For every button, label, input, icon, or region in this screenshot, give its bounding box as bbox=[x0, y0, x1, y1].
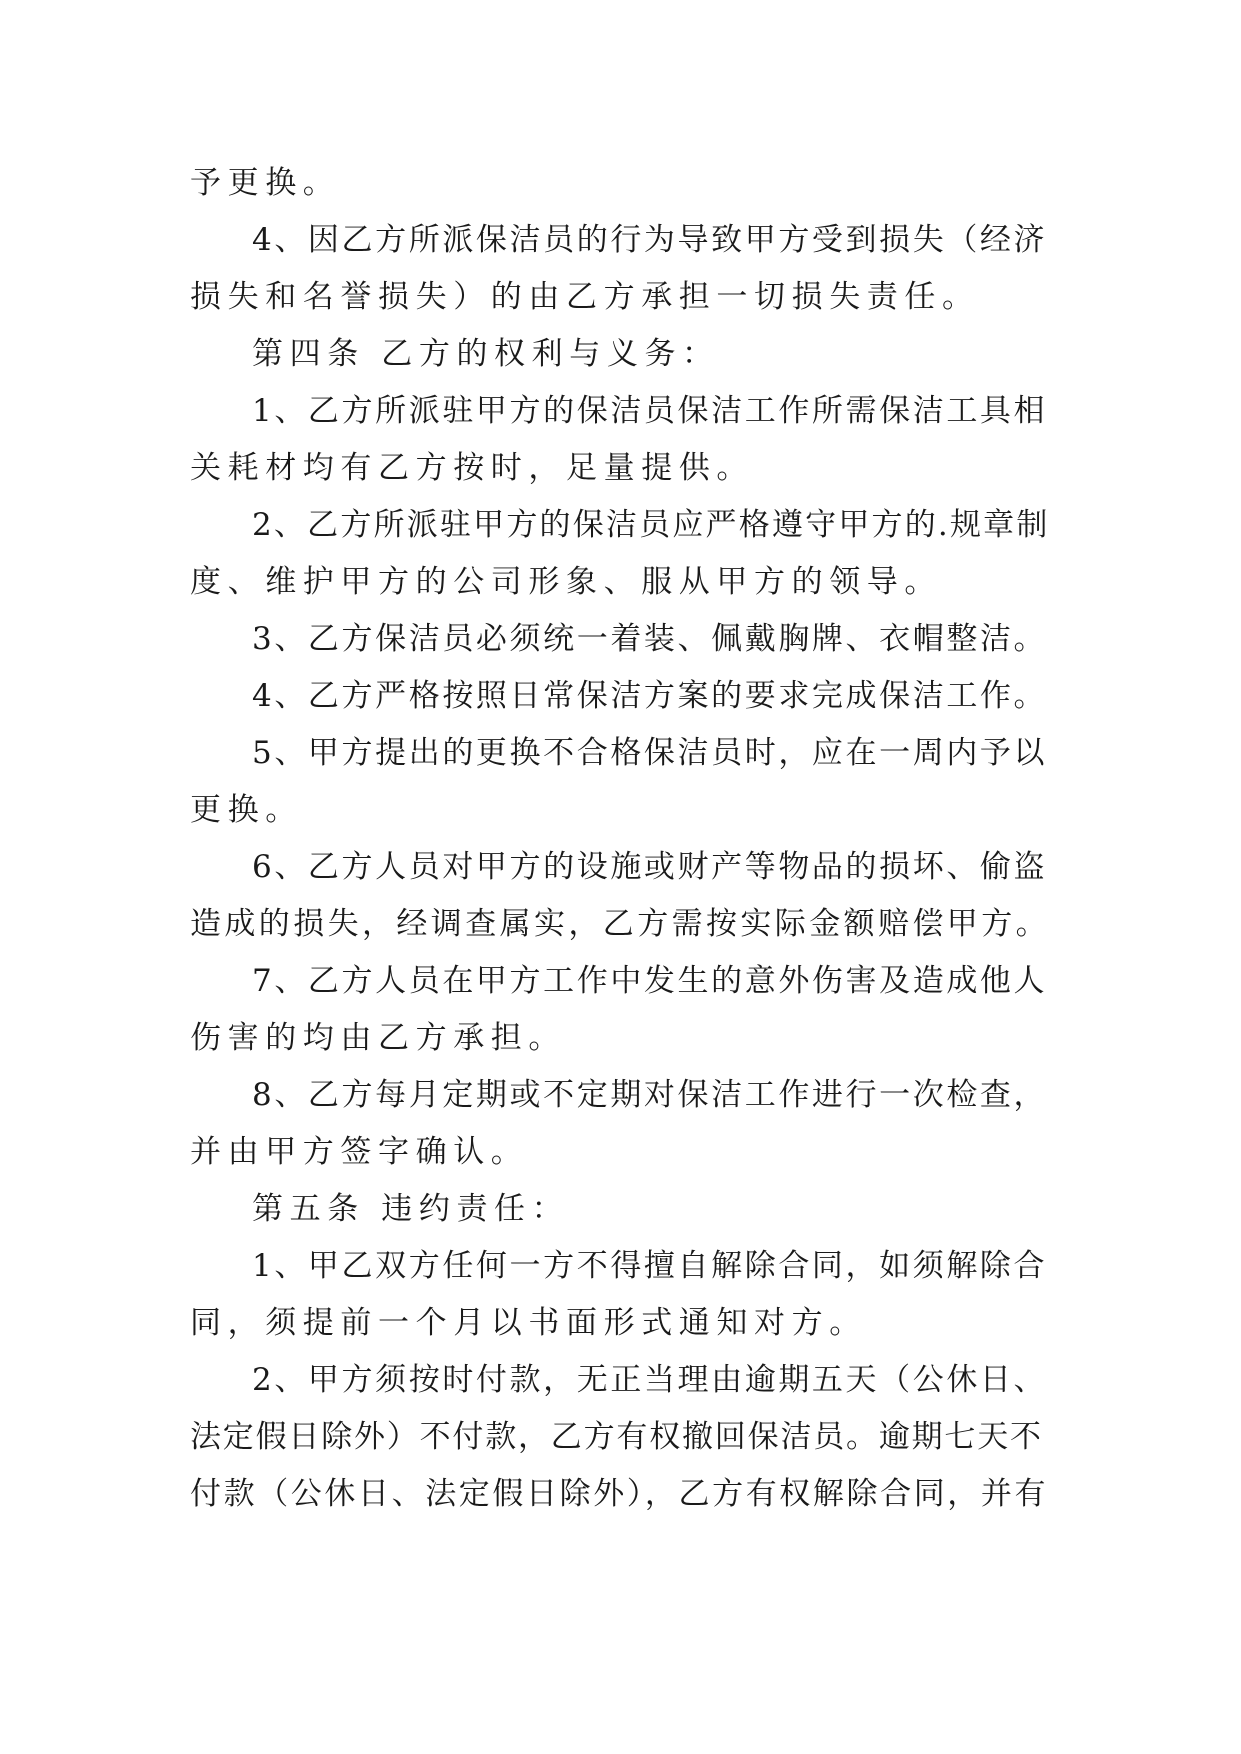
text-line: 8、乙方每月定期或不定期对保洁工作进行一次检查， bbox=[252, 1077, 1048, 1113]
text-line: 同，须提前一个月以书面形式通知对方。 bbox=[190, 1305, 867, 1341]
text-line: 法定假日除外）不付款，乙方有权撤回保洁员。逾期七天不 bbox=[190, 1419, 1043, 1455]
text-line: 关耗材均有乙方按时，足量提供。 bbox=[190, 450, 754, 486]
text-line: 2、甲方须按时付款，无正当理由逾期五天（公休日、 bbox=[252, 1362, 1048, 1398]
text-line: 付款（公休日、法定假日除外），乙方有权解除合同，并有 bbox=[190, 1476, 1049, 1512]
text-line: 2、乙方所派驻甲方的保洁员应严格遵守甲方的.规章制 bbox=[252, 507, 1050, 543]
text-line: 并由甲方签字确认。 bbox=[190, 1134, 529, 1170]
section-heading: 第五条 违约责任： bbox=[252, 1191, 570, 1227]
text-line: 更换。 bbox=[190, 792, 303, 828]
text-line: 6、乙方人员对甲方的设施或财产等物品的损坏、偷盗 bbox=[252, 849, 1048, 885]
section-heading: 第四条 乙方的权利与义务： bbox=[252, 336, 720, 372]
text-line: 4、乙方严格按照日常保洁方案的要求完成保洁工作。 bbox=[252, 678, 1048, 714]
text-line: 7、乙方人员在甲方工作中发生的意外伤害及造成他人 bbox=[252, 963, 1048, 999]
text-line: 5、甲方提出的更换不合格保洁员时，应在一周内予以 bbox=[252, 735, 1048, 771]
text-line: 3、乙方保洁员必须统一着装、佩戴胸牌、衣帽整洁。 bbox=[252, 621, 1048, 657]
text-line: 1、甲乙双方任何一方不得擅自解除合同，如须解除合 bbox=[252, 1248, 1048, 1284]
text-line: 造成的损失，经调查属实，乙方需按实际金额赔偿甲方。 bbox=[190, 906, 1050, 942]
text-line: 度、维护甲方的公司形象、服从甲方的领导。 bbox=[190, 564, 942, 600]
text-line: 伤害的均由乙方承担。 bbox=[190, 1020, 566, 1056]
text-line: 予更换。 bbox=[190, 165, 341, 201]
text-line: 损失和名誉损失）的由乙方承担一切损失责任。 bbox=[190, 279, 980, 315]
text-line: 1、乙方所派驻甲方的保洁员保洁工作所需保洁工具相 bbox=[252, 393, 1048, 429]
text-line: 4、因乙方所派保洁员的行为导致甲方受到损失（经济 bbox=[252, 222, 1048, 258]
